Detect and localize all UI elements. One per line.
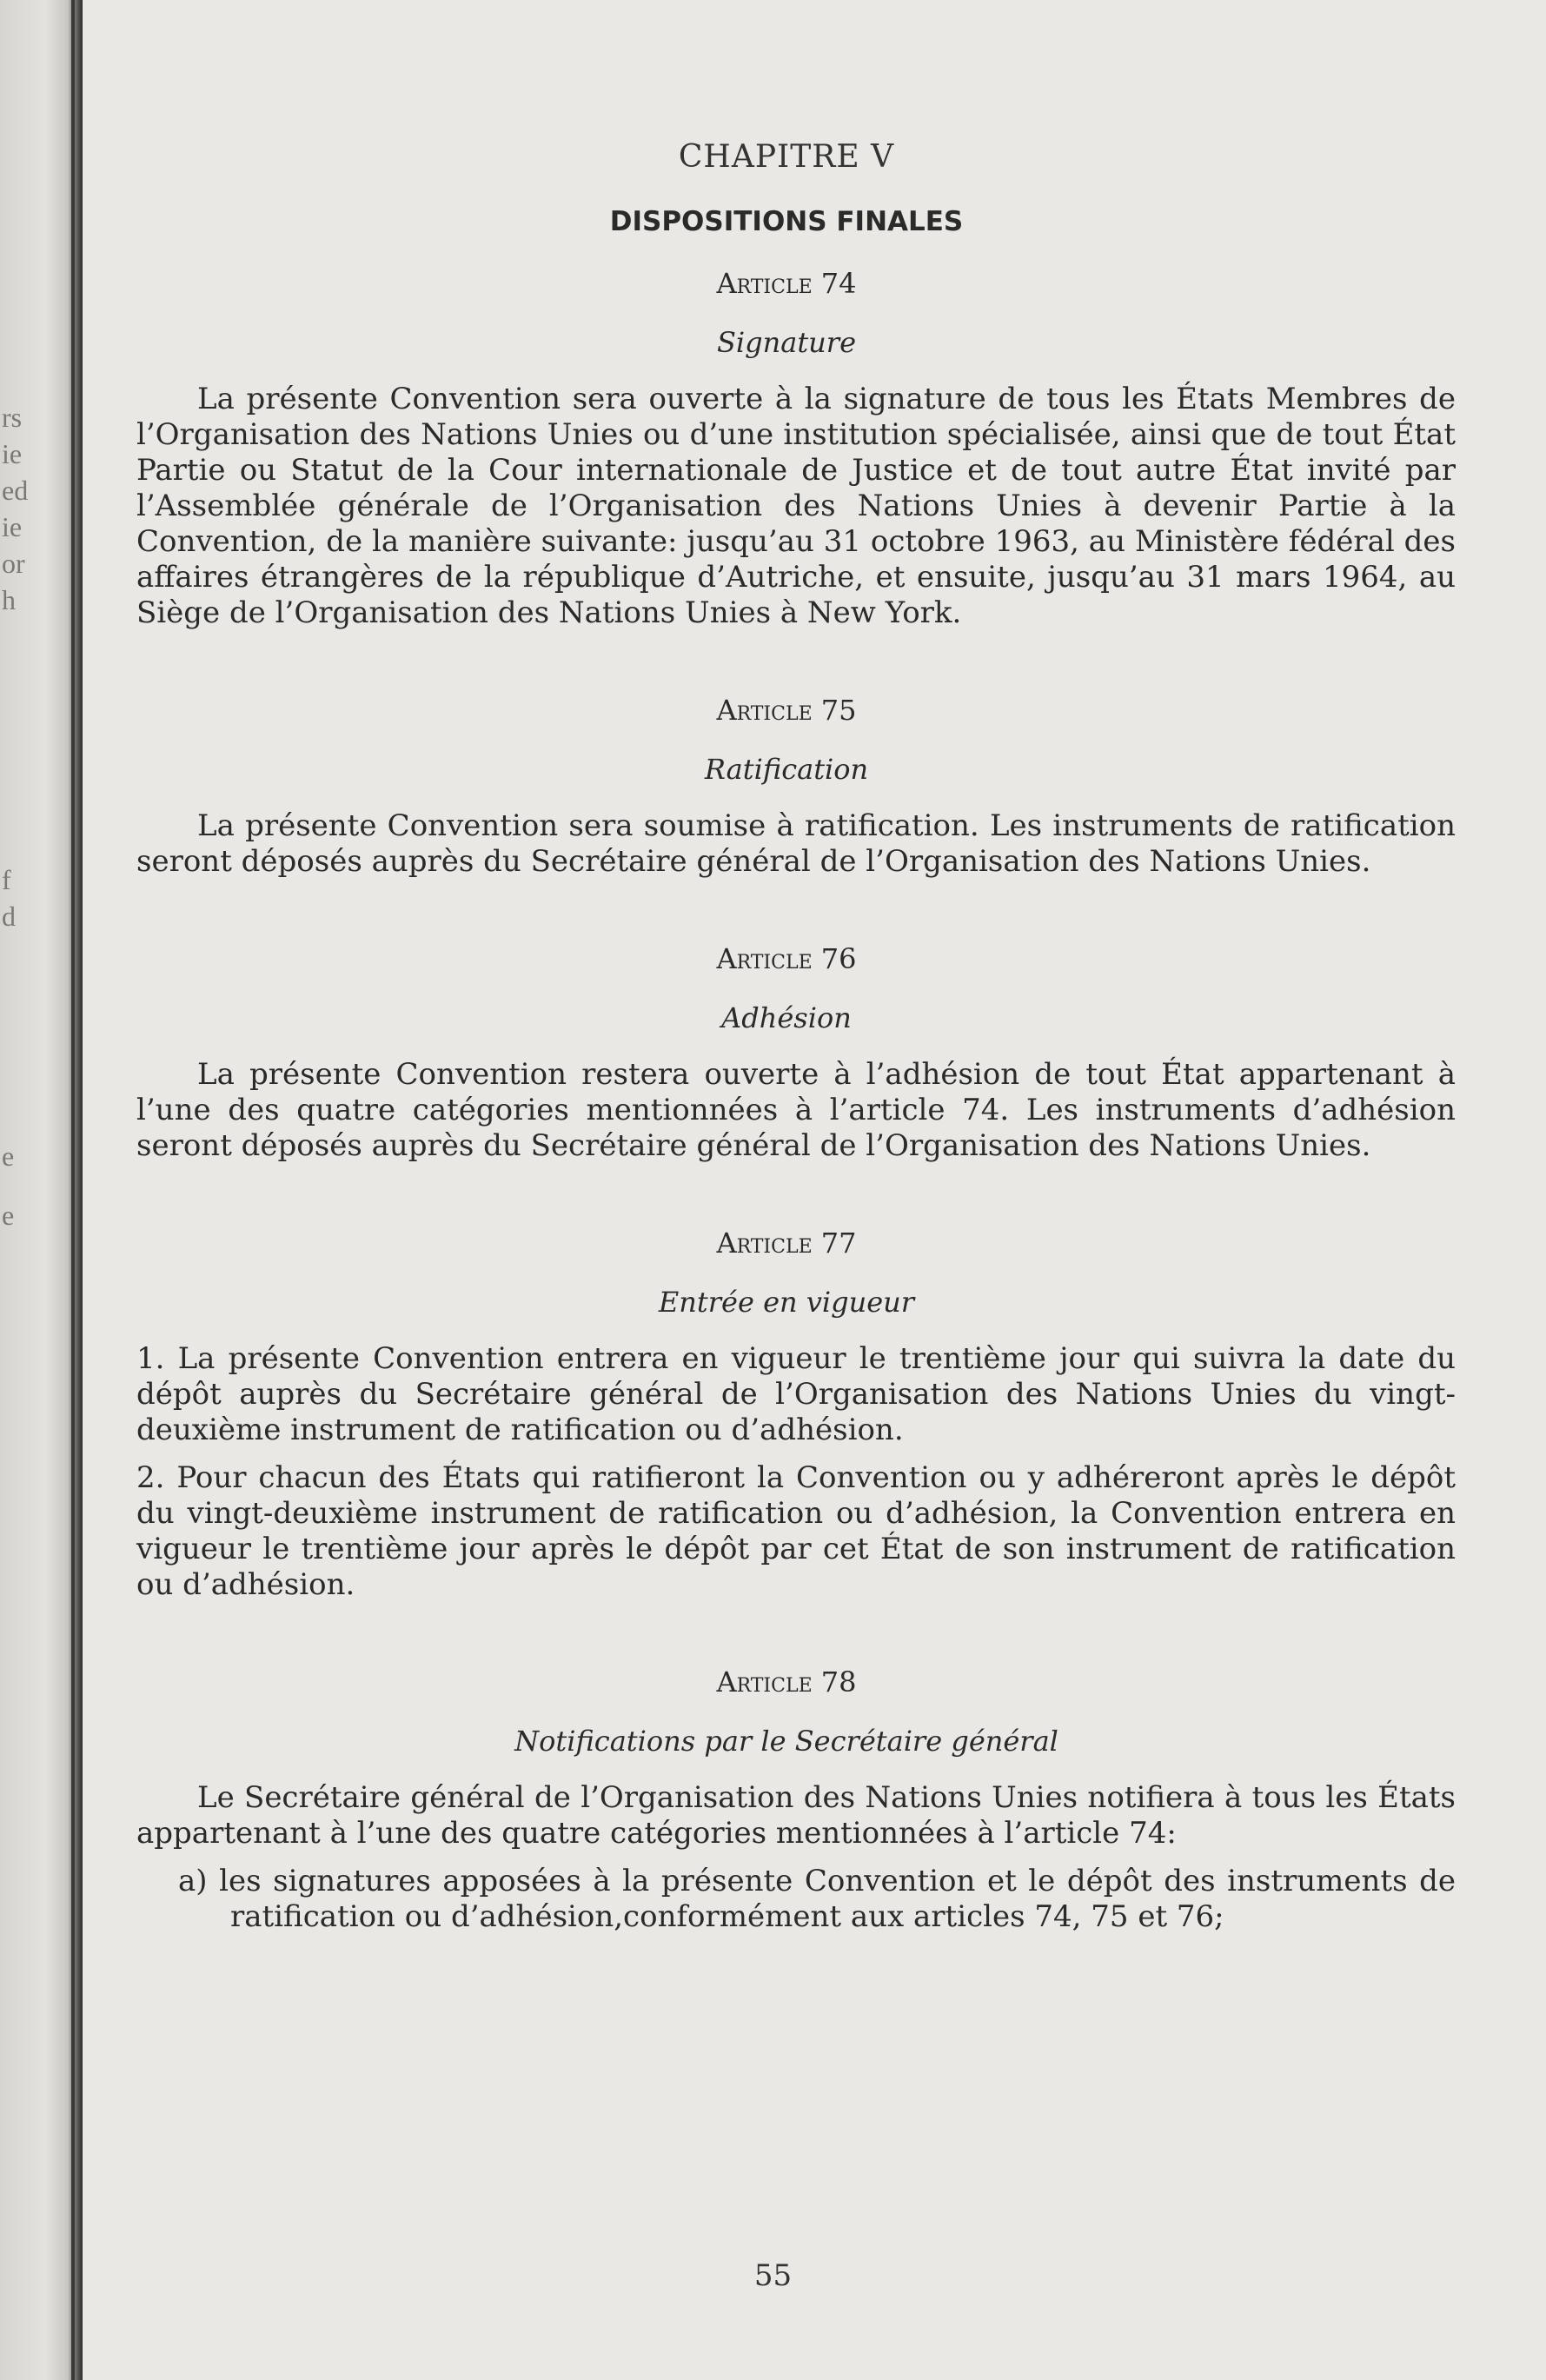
article-heading: Article 78 bbox=[716, 1665, 857, 1699]
article-paragraph-2 bbox=[117, 1460, 1456, 1603]
bleed-text: or bbox=[2, 548, 25, 579]
item-text: les signatures apposées à la présente Convention et le dépôt des instruments de ratification ou d’adhésion,conformément aux articles 74, 75 et 76; bbox=[219, 1864, 1456, 1934]
item-label: a) bbox=[178, 1864, 208, 1898]
paragraph-text: Pour chacun des États qui ratifieront la Convention ou y adhéreront après le dépôt du vingt-deuxième instrument de ratification ou d’adhésion, la Convention entrera en vigueur le trentième jour après le dépôt par cet État de son instrument de ratification ou d’adhésion. bbox=[136, 1460, 1456, 1602]
article-heading: Article 76 bbox=[716, 942, 857, 975]
article-75 bbox=[117, 694, 1456, 880]
bleed-text: ie bbox=[2, 511, 23, 542]
article-title: Ratification bbox=[704, 753, 869, 786]
article-heading: Article 74 bbox=[716, 267, 857, 300]
article-title: Signature bbox=[716, 326, 857, 359]
bleed-text: rs bbox=[2, 402, 23, 433]
article-title: Adhésion bbox=[721, 1001, 852, 1034]
article-text: Le Secrétaire général de l’Organisation des Nations Unies notifiera à tous les États appartenant à l’une des quatre catégories mentionnées à l’article 74: bbox=[136, 1780, 1456, 1851]
article-74 bbox=[117, 267, 1456, 631]
article-77 bbox=[117, 1227, 1456, 1603]
bleed-text: h bbox=[2, 584, 16, 615]
article-text: La présente Convention restera ouverte à l’adhésion de tout État appartenant à l’une des quatre catégories mentionnées à l’article 74. Les instruments d’adhésion seront déposés auprès du Secrétaire général de l’Organisation des Nations Unies. bbox=[136, 1057, 1456, 1163]
article-text: La présente Convention sera soumise à ratification. Les instruments de ratification seront déposés auprès du Secrétaire général de l’Organisation des Nations Unies. bbox=[136, 808, 1456, 879]
bleed-text: e bbox=[2, 1200, 15, 1231]
document-page bbox=[117, 139, 1456, 1935]
article-title: Entrée en vigueur bbox=[658, 1286, 915, 1319]
section-heading: DISPOSITIONS FINALES bbox=[609, 206, 964, 237]
bleed-text: f bbox=[2, 864, 11, 895]
article-paragraph-1 bbox=[117, 1341, 1456, 1448]
paragraph-number: 1. bbox=[136, 1341, 165, 1376]
bleed-text: ie bbox=[2, 438, 23, 469]
binding-line bbox=[71, 0, 75, 2380]
bleed-text: e bbox=[2, 1140, 15, 1172]
article-text: La présente Convention sera ouverte à la signature de tous les États Membres de l’Organisation des Nations Unies ou d’une institution spécialisée, ainsi que de tout État Partie ou Statut de la Cour internationale de Justice et de tout autre État invité par l’Assemblée générale de l’Organisation des Nations Unies à devenir Partie à la Convention, de la manière suivante: jusqu’au 31 octobre 1963, au Ministère fédéral des affaires étrangères de la république d’Autriche, et ensuite, jusqu’au 31 mars 1964, au Siège de l’Organisation des Nations Unies à New York. bbox=[136, 382, 1456, 630]
facing-page-bleed bbox=[0, 0, 61, 2380]
paragraph-number: 2. bbox=[136, 1460, 165, 1495]
article-heading: Article 77 bbox=[716, 1227, 857, 1260]
paragraph-text: La présente Convention entrera en vigueur le trentième jour qui suivra la date du dépôt auprès du Secrétaire général de l’Organisation des Nations Unies du vingt-deuxième instrument de ratification ou d’adhésion. bbox=[136, 1341, 1456, 1447]
article-76 bbox=[117, 942, 1456, 1164]
page-number: 55 bbox=[753, 2258, 793, 2293]
article-heading: Article 75 bbox=[716, 694, 857, 727]
article-title: Notifications par le Secrétaire général bbox=[514, 1725, 1058, 1758]
list-item-a bbox=[117, 1864, 1456, 1935]
chapter-heading: CHAPITRE V bbox=[678, 139, 895, 175]
bleed-text: d bbox=[2, 901, 16, 932]
article-78 bbox=[117, 1665, 1456, 1935]
bleed-text: ed bbox=[2, 475, 29, 506]
